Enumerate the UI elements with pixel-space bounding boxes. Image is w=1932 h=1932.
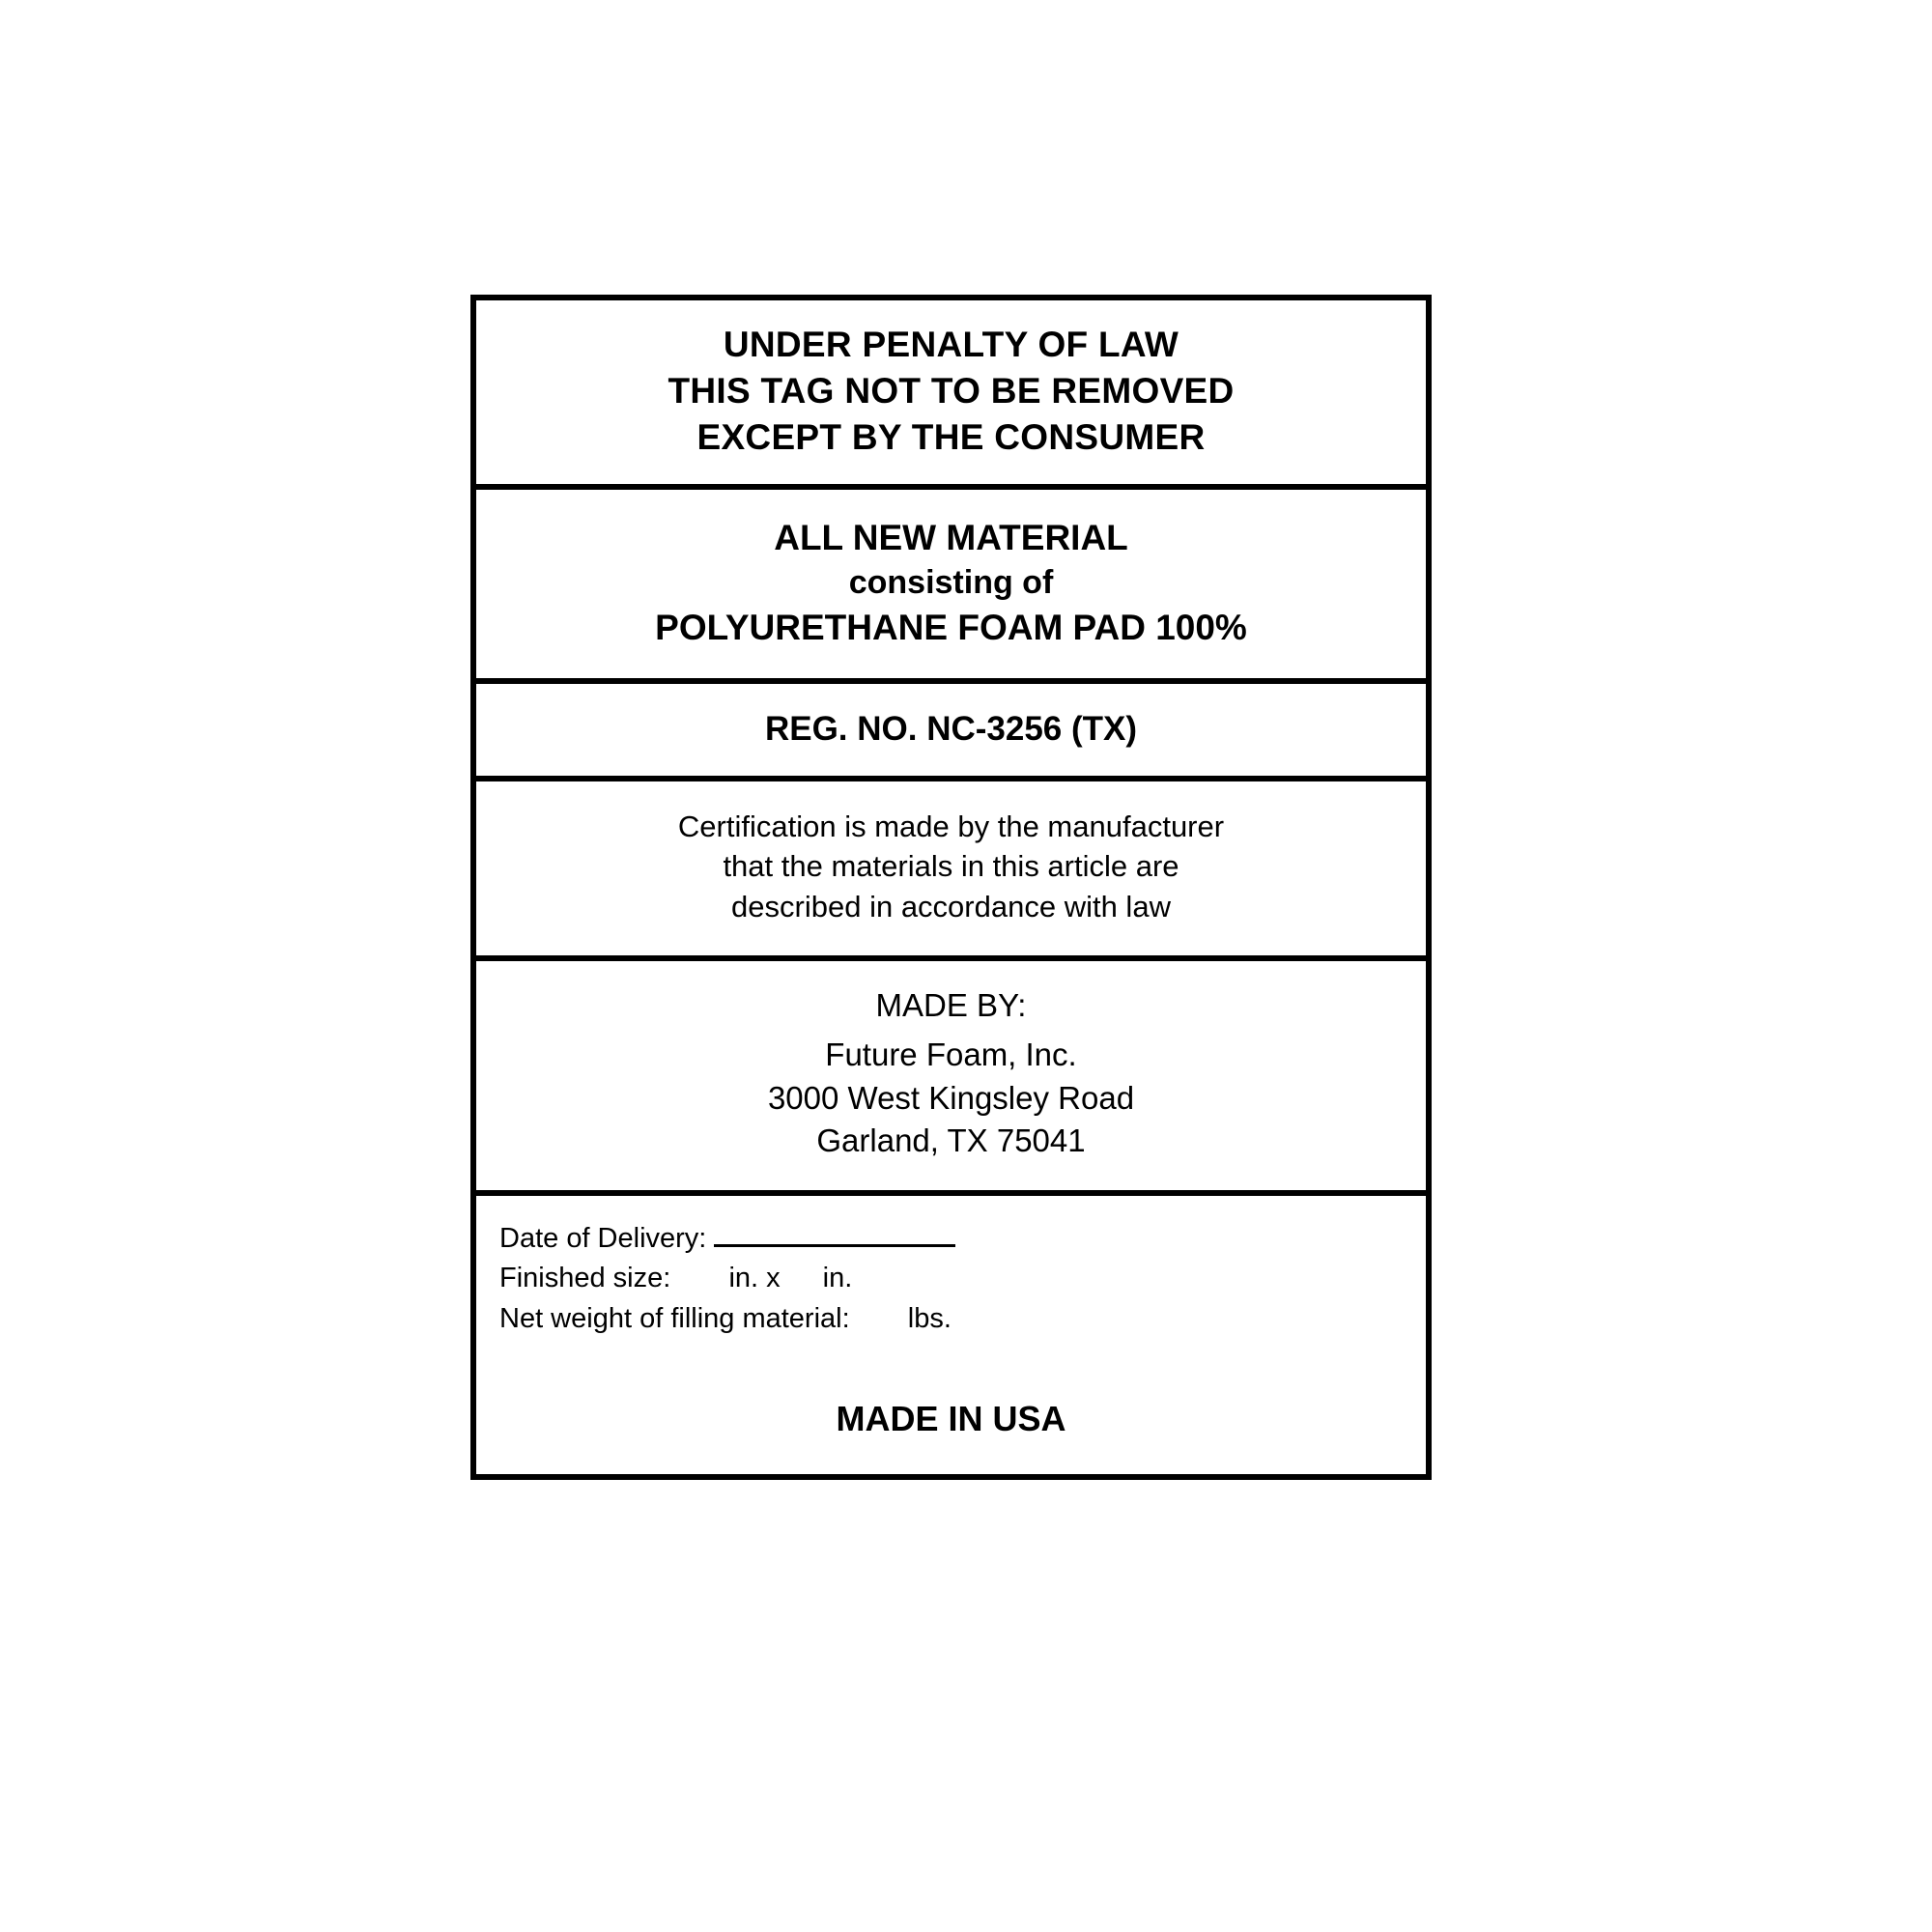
made-by-heading: MADE BY: — [875, 986, 1027, 1023]
penalty-notice-line-2: THIS TAG NOT TO BE REMOVED — [668, 371, 1235, 412]
material-composition: POLYURETHANE FOAM PAD 100% — [655, 607, 1247, 647]
net-weight-label: Net weight of filling material: — [499, 1302, 850, 1334]
finished-size-unit-1: in. x — [728, 1263, 781, 1294]
registration-number: REG. NO. NC-3256 (TX) — [764, 709, 1138, 748]
date-of-delivery-label: Date of Delivery: — [499, 1223, 707, 1255]
material-heading: ALL NEW MATERIAL — [774, 518, 1128, 558]
made-in-usa-label: MADE IN USA — [836, 1398, 1066, 1438]
penalty-notice-line-1: UNDER PENALTY OF LAW — [723, 325, 1179, 364]
finished-size-label: Finished size: — [499, 1263, 671, 1294]
penalty-notice-line-3: EXCEPT BY THE CONSUMER — [696, 417, 1206, 458]
registration-section — [476, 684, 1426, 782]
made-by-section — [476, 961, 1426, 1197]
net-weight-unit: lbs. — [907, 1302, 952, 1334]
penalty-notice-section — [476, 300, 1426, 490]
date-of-delivery-input[interactable] — [714, 1219, 955, 1247]
material-section — [476, 490, 1426, 683]
finished-size-unit-2: in. — [822, 1263, 853, 1294]
delivery-details-section — [476, 1196, 1426, 1474]
manufacturer-name: Future Foam, Inc. — [825, 1036, 1077, 1072]
certification-line-2: that the materials in this article are — [723, 849, 1179, 884]
manufacturer-street: 3000 West Kingsley Road — [767, 1079, 1135, 1116]
certification-section — [476, 781, 1426, 961]
certification-line-3: described in accordance with law — [731, 889, 1171, 923]
finished-size-row — [499, 1259, 1403, 1298]
net-weight-row — [499, 1299, 1403, 1339]
date-of-delivery-row — [499, 1219, 1403, 1259]
manufacturer-city-state-zip: Garland, TX 75041 — [816, 1122, 1086, 1159]
law-tag — [470, 295, 1432, 1480]
material-consisting-of: consisting of — [848, 564, 1054, 602]
certification-line-1: Certification is made by the manufacturer — [677, 810, 1225, 844]
